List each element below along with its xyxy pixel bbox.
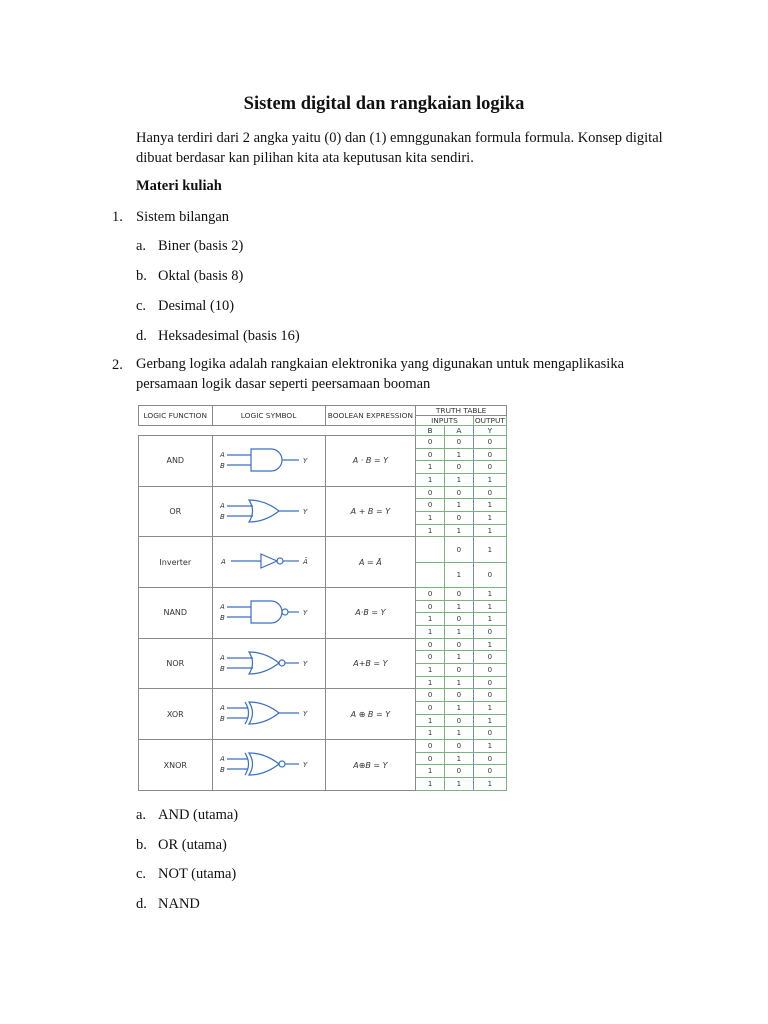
truth-input-cell: 0: [444, 486, 473, 499]
output-label: Y: [302, 710, 307, 719]
truth-output-cell: 0: [473, 727, 506, 740]
truth-input-cell: 1: [444, 727, 473, 740]
input-a-label: A: [219, 704, 225, 713]
xnor-gate-icon: [219, 747, 319, 781]
truth-input-cell: 0: [416, 499, 445, 512]
sub-item: [0, 805, 768, 825]
truth-input-cell: 0: [444, 714, 473, 727]
truth-input-cell: 1: [416, 664, 445, 677]
truth-output-cell: 1: [473, 474, 506, 487]
header-boolean-expression: BOOLEAN EXPRESSION: [325, 406, 416, 426]
input-a-label: A: [219, 450, 225, 459]
sub-text: Heksadesimal (basis 16): [158, 328, 300, 344]
xor-gate-icon: [219, 696, 319, 730]
truth-input-cell: 0: [444, 664, 473, 677]
section-heading: Materi kuliah: [136, 178, 222, 194]
list-number: 1.: [112, 209, 123, 225]
truth-output-cell: 0: [473, 448, 506, 461]
truth-input-cell: 1: [444, 778, 473, 791]
header-inputs: INPUTS: [416, 416, 474, 426]
truth-output-cell: 1: [473, 740, 506, 753]
sub-letter: a.: [136, 238, 147, 254]
truth-input-cell: 0: [444, 765, 473, 778]
truth-input-cell: 0: [416, 588, 445, 601]
truth-row: [139, 588, 507, 601]
truth-input-cell: [416, 562, 445, 587]
header-a: A: [444, 426, 473, 436]
gate-name: NAND: [139, 588, 213, 639]
truth-input-cell: 0: [416, 740, 445, 753]
truth-input-cell: 0: [444, 689, 473, 702]
input-a-label: A: [220, 558, 226, 567]
gate-symbol: [212, 740, 325, 791]
list-number: 2.: [112, 357, 123, 373]
gate-name: XNOR: [139, 740, 213, 791]
truth-input-cell: 0: [444, 588, 473, 601]
gate-expression: A = Ā: [325, 537, 416, 588]
truth-input-cell: 1: [444, 562, 473, 587]
truth-input-cell: [416, 537, 445, 562]
gate-symbol: [212, 537, 325, 588]
truth-row: [139, 740, 507, 753]
gate-name: XOR: [139, 689, 213, 740]
truth-input-cell: 0: [416, 436, 445, 449]
intro-paragraph: Hanya terdiri dari 2 angka yaitu (0) dan (1) emnggunakan formula formula. Konsep digital dibuat berdasar kan pilihan kita ata keputusan kita sendiri.: [136, 130, 663, 166]
truth-output-cell: 0: [473, 689, 506, 702]
page-title: Sistem digital dan rangkaian logika: [243, 94, 525, 114]
truth-input-cell: 1: [444, 702, 473, 715]
gate-expression: A · B = Y: [325, 436, 416, 487]
truth-input-cell: 0: [416, 702, 445, 715]
nand-gate-icon: [219, 595, 319, 629]
sub-text: Desimal (10): [158, 298, 235, 314]
sub-letter: d.: [136, 896, 147, 912]
truth-input-cell: 0: [416, 638, 445, 651]
truth-input-cell: 1: [444, 676, 473, 689]
truth-input-cell: 0: [416, 651, 445, 664]
truth-input-cell: 1: [416, 512, 445, 525]
input-b-label: B: [219, 613, 225, 622]
truth-output-cell: 1: [473, 638, 506, 651]
truth-input-cell: 0: [444, 537, 473, 562]
sub-letter: c.: [136, 866, 147, 882]
truth-input-cell: 1: [416, 626, 445, 639]
sub-text: Biner (basis 2): [158, 238, 244, 254]
truth-input-cell: 0: [444, 740, 473, 753]
nor-gate-icon: [219, 646, 319, 680]
inverter-gate-icon: [219, 544, 319, 578]
list-text: Sistem bilangan: [136, 209, 230, 225]
truth-output-cell: 0: [473, 626, 506, 639]
truth-input-cell: 0: [416, 689, 445, 702]
truth-input-cell: 1: [416, 714, 445, 727]
sub-text: AND (utama): [158, 807, 239, 823]
truth-input-cell: 1: [444, 474, 473, 487]
truth-output-cell: 0: [473, 676, 506, 689]
truth-output-cell: 0: [473, 486, 506, 499]
truth-output-cell: 1: [473, 778, 506, 791]
sub-item: [0, 894, 768, 914]
truth-output-cell: 0: [473, 562, 506, 587]
sub-item: [0, 864, 768, 884]
truth-row: [139, 436, 507, 449]
output-label: Y: [302, 456, 307, 465]
truth-input-cell: 0: [444, 638, 473, 651]
sub-letter: c.: [136, 298, 147, 314]
gates-body: [139, 436, 507, 791]
header-output: OUTPUT: [474, 416, 505, 425]
truth-output-cell: 1: [473, 702, 506, 715]
sub-text: Oktal (basis 8): [158, 268, 244, 284]
sub-text: NAND: [158, 896, 200, 912]
logic-gates-table: [138, 405, 507, 791]
sub-letter: d.: [136, 328, 147, 344]
sub-item: [0, 835, 768, 855]
truth-input-cell: 1: [416, 727, 445, 740]
truth-input-cell: 1: [416, 765, 445, 778]
gate-symbol: [212, 588, 325, 639]
input-a-label: A: [219, 653, 225, 662]
truth-input-cell: 0: [416, 448, 445, 461]
sub-letter: b.: [136, 837, 147, 853]
truth-output-cell: 0: [473, 664, 506, 677]
input-a-label: A: [219, 755, 225, 764]
truth-input-cell: 0: [416, 752, 445, 765]
input-a-label: A: [219, 501, 225, 510]
truth-input-cell: 0: [444, 436, 473, 449]
truth-output-cell: 0: [473, 461, 506, 474]
truth-output-cell: 1: [473, 524, 506, 537]
truth-input-cell: 0: [416, 486, 445, 499]
gate-expression: A·B = Y: [325, 588, 416, 639]
truth-input-cell: 0: [444, 461, 473, 474]
gate-symbol: [212, 486, 325, 537]
truth-input-cell: 1: [416, 461, 445, 474]
input-b-label: B: [219, 715, 225, 724]
truth-input-cell: 1: [416, 474, 445, 487]
gate-symbol: [212, 436, 325, 487]
sub-text: OR (utama): [158, 837, 227, 853]
truth-output-cell: 0: [473, 651, 506, 664]
truth-input-cell: 1: [444, 651, 473, 664]
truth-output-cell: 1: [473, 499, 506, 512]
truth-input-cell: 1: [444, 524, 473, 537]
truth-input-cell: 1: [416, 524, 445, 537]
truth-input-cell: 1: [444, 448, 473, 461]
list-item-2-text: Gerbang logika adalah rangkaian elektronika yang digunakan untuk mengaplikasika persamaan logik dasar seperti peersamaan booman: [136, 356, 625, 392]
output-label: Y: [302, 608, 307, 617]
truth-input-cell: 1: [444, 752, 473, 765]
truth-row: [139, 537, 507, 562]
truth-input-cell: 0: [444, 512, 473, 525]
output-label: Y: [302, 659, 307, 668]
truth-input-cell: 1: [444, 499, 473, 512]
or-gate-icon: [219, 494, 319, 528]
truth-output-cell: 0: [473, 765, 506, 778]
gate-name: OR: [139, 486, 213, 537]
gate-symbol: [212, 638, 325, 689]
truth-output-cell: 0: [473, 752, 506, 765]
input-b-label: B: [219, 461, 225, 470]
truth-row: [139, 486, 507, 499]
and-gate-icon: [219, 443, 319, 477]
truth-output-cell: 1: [473, 613, 506, 626]
gate-expression: A+B = Y: [325, 638, 416, 689]
list-item-1: [0, 207, 768, 227]
truth-input-cell: 0: [416, 600, 445, 613]
truth-input-cell: 1: [416, 676, 445, 689]
truth-output-cell: 1: [473, 588, 506, 601]
sub-letter: a.: [136, 807, 147, 823]
truth-input-cell: 0: [444, 613, 473, 626]
header-logic-function: LOGIC FUNCTION: [139, 406, 213, 426]
truth-input-cell: 1: [416, 778, 445, 791]
input-b-label: B: [219, 664, 225, 673]
truth-input-cell: 1: [444, 626, 473, 639]
header-truth-table: TRUTH TABLE: [416, 406, 507, 416]
output-label: Y: [302, 761, 307, 770]
input-b-label: B: [219, 512, 225, 521]
output-label: Y: [302, 507, 307, 516]
gate-expression: A⊕B = Y: [325, 740, 416, 791]
input-b-label: B: [219, 766, 225, 775]
truth-input-cell: 1: [416, 613, 445, 626]
truth-input-cell: 1: [444, 600, 473, 613]
logic-gates-figure: [138, 405, 507, 791]
gate-name: Inverter: [139, 537, 213, 588]
truth-row: [139, 638, 507, 651]
gate-symbol: [212, 689, 325, 740]
sub-text: NOT (utama): [158, 866, 237, 882]
header-y: Y: [473, 426, 506, 436]
sub-letter: b.: [136, 268, 147, 284]
header-b: B: [416, 426, 445, 436]
gate-name: NOR: [139, 638, 213, 689]
truth-output-cell: 0: [473, 436, 506, 449]
truth-output-cell: 1: [473, 537, 506, 562]
output-label: Ā: [302, 558, 308, 567]
truth-row: [139, 689, 507, 702]
header-logic-symbol: LOGIC SYMBOL: [212, 406, 325, 426]
input-a-label: A: [219, 602, 225, 611]
truth-output-cell: 1: [473, 600, 506, 613]
gate-name: AND: [139, 436, 213, 487]
sub-item: [0, 296, 768, 316]
truth-output-cell: 1: [473, 714, 506, 727]
gate-expression: A ⊕ B = Y: [325, 689, 416, 740]
sub-item: [0, 236, 768, 256]
sub-item: [0, 326, 768, 346]
sub-item: [0, 266, 768, 286]
truth-output-cell: 1: [473, 512, 506, 525]
gate-expression: A + B = Y: [325, 486, 416, 537]
